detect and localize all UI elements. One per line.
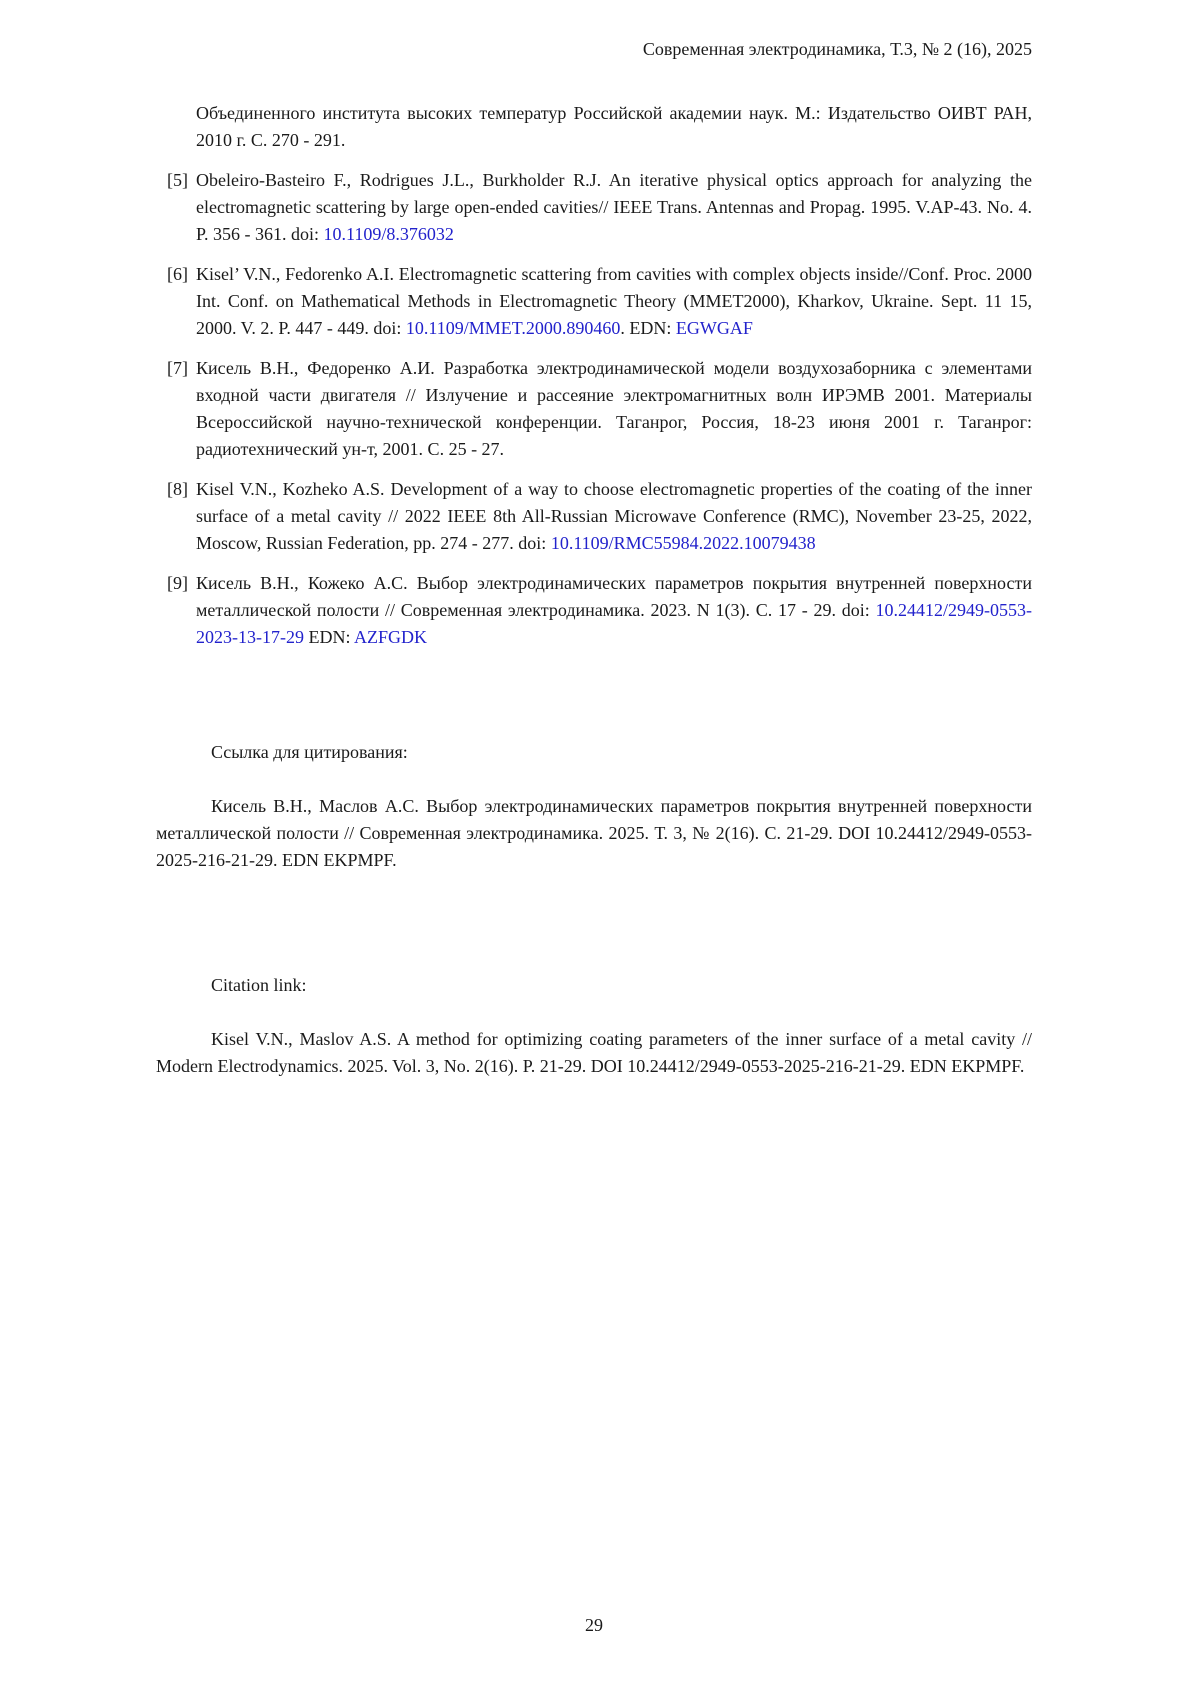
citation-text-en: Kisel V.N., Maslov A.S. A method for optimizing coating parameters of the inner surface of a metal cavity // Modern Electrodynamics. 2025. Vol. 3, No. 2(16). P. 21-29. DOI 10.24412/2949-0553-2025-216-21-29. EDN EKPMPF.	[156, 1029, 1032, 1076]
reference-label: [9]	[167, 573, 188, 593]
reference-item	[156, 476, 1032, 557]
reference-text: . EDN:	[620, 318, 676, 338]
reference-label: [5]	[167, 170, 188, 190]
reference-item	[156, 261, 1032, 342]
doi-link[interactable]: EGWGAF	[675, 318, 753, 338]
reference-text: Kisel’ V.N., Fedorenko A.I. Electromagnetic scattering from cavities with complex objects inside//Conf. Proc. 2000 Int. Conf. on Mathematical Methods in Electromagnetic Theory (MMET2000), Kharkov, Ukraine. Sept. 11 15, 2000. V. 2. P. 447 - 449. doi:	[196, 264, 1032, 338]
reference-item	[156, 570, 1032, 651]
references-list	[156, 167, 1032, 651]
reference-text: Кисель В.Н., Федоренко А.И. Разработка электродинамической модели воздухозаборника с элементами входной части двигателя // Излучение и рассеяние электромагнитных волн ИРЭМВ 2001. Материалы Всероссийской научно-технической конференции. Таганрог, Россия, 18-23 июня 2001 г. Таганрог: радиотехнический ун-т, 2001. С. 25 - 27.	[196, 358, 1032, 459]
citation-text-ru: Кисель В.Н., Маслов А.С. Выбор электродинамических параметров покрытия внутренней поверхности металлической полости // Современная электродинамика. 2025. Т. 3, № 2(16). С. 21-29. DOI 10.24412/2949-0553-2025-216-21-29. EDN EKPMPF.	[156, 796, 1032, 870]
reference-text: Obeleiro-Basteiro F., Rodrigues J.L., Burkholder R.J. An iterative physical optics approach for analyzing the electromagnetic scattering by large open-ended cavities// IEEE Trans. Antennas and Propag. 1995. V.AP-43. No. 4. P. 356 - 361. doi:	[196, 170, 1032, 244]
doi-link[interactable]: 10.24412/2949-0553-2023-13-17-29	[196, 600, 1032, 647]
doi-link[interactable]: AZFGDK	[354, 627, 428, 647]
reference-text: Kisel V.N., Kozheko A.S. Development of a way to choose electromagnetic properties of the coating of the inner surface of a metal cavity // 2022 IEEE 8th All-Russian Microwave Conference (RMC), November 23-25, 2022, Moscow, Russian Federation, pp. 274 - 277. doi:	[196, 479, 1032, 553]
reference-item	[156, 167, 1032, 248]
citation-heading-en: Citation link:	[211, 975, 307, 995]
reference-text: EDN:	[303, 627, 354, 647]
page-number: 29	[585, 1615, 603, 1635]
doi-link[interactable]: 10.1109/MMET.2000.890460	[405, 318, 621, 338]
reference-label: [7]	[167, 358, 188, 378]
reference-label: [6]	[167, 264, 188, 284]
doi-link[interactable]: 10.1109/RMC55984.2022.10079438	[550, 533, 816, 553]
journal-header-line: Современная электродинамика, Т.3, № 2 (16), 2025	[642, 39, 1032, 59]
reference-continuation-text: Объединенного института высоких температур Российской академии наук. М.: Издательство ОИВТ РАН, 2010 г. С. 270 - 291.	[196, 103, 1032, 150]
doi-link[interactable]: 10.1109/8.376032	[323, 224, 454, 244]
citation-heading-ru: Ссылка для цитирования:	[211, 742, 408, 762]
page-content	[156, 100, 1032, 1080]
reference-label: [8]	[167, 479, 188, 499]
reference-item	[156, 355, 1032, 463]
reference-text: Кисель В.Н., Кожеко А.С. Выбор электродинамических параметров покрытия внутренней поверхности металлической полости // Современная электродинамика. 2023. N 1(3). С. 17 - 29. doi:	[196, 573, 1032, 620]
